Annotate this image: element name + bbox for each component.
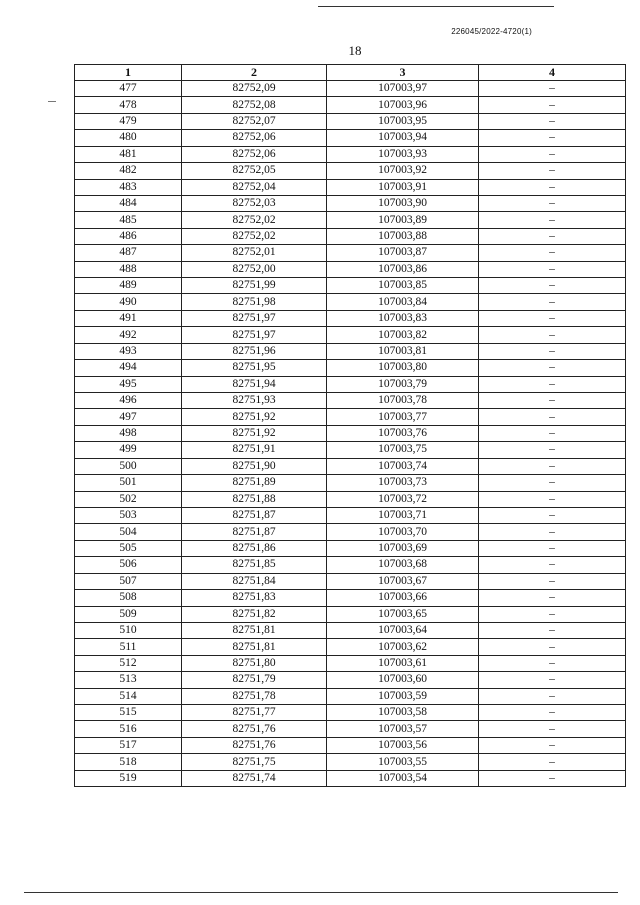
table-row	[75, 491, 626, 507]
y-coordinate-cell: 107003,67	[327, 573, 479, 589]
y-coordinate-cell: 107003,59	[327, 688, 479, 704]
point-number-cell: 486	[75, 228, 182, 244]
x-coordinate-cell: 82751,75	[182, 754, 327, 770]
table-row	[75, 113, 626, 129]
point-number-cell: 496	[75, 393, 182, 409]
note-cell: –	[479, 655, 626, 671]
point-number-cell: 487	[75, 245, 182, 261]
table-row	[75, 540, 626, 556]
x-coordinate-cell: 82751,90	[182, 458, 327, 474]
point-number-cell: 501	[75, 475, 182, 491]
note-cell: –	[479, 261, 626, 277]
table-row	[75, 245, 626, 261]
y-coordinate-cell: 107003,69	[327, 540, 479, 556]
note-cell: –	[479, 130, 626, 146]
x-coordinate-cell: 82751,91	[182, 442, 327, 458]
note-cell: –	[479, 97, 626, 113]
y-coordinate-cell: 107003,80	[327, 360, 479, 376]
column-header-3: 3	[327, 65, 479, 81]
x-coordinate-cell: 82751,98	[182, 294, 327, 310]
note-cell: –	[479, 737, 626, 753]
y-coordinate-cell: 107003,97	[327, 81, 479, 97]
table-row	[75, 376, 626, 392]
x-coordinate-cell: 82752,01	[182, 245, 327, 261]
note-cell: –	[479, 376, 626, 392]
y-coordinate-cell: 107003,94	[327, 130, 479, 146]
y-coordinate-cell: 107003,56	[327, 737, 479, 753]
y-coordinate-cell: 107003,74	[327, 458, 479, 474]
y-coordinate-cell: 107003,70	[327, 524, 479, 540]
point-number-cell: 510	[75, 622, 182, 638]
note-cell: –	[479, 590, 626, 606]
table-row	[75, 606, 626, 622]
x-coordinate-cell: 82751,89	[182, 475, 327, 491]
point-number-cell: 508	[75, 590, 182, 606]
point-number-cell: 488	[75, 261, 182, 277]
note-cell: –	[479, 639, 626, 655]
point-number-cell: 500	[75, 458, 182, 474]
table-row	[75, 442, 626, 458]
y-coordinate-cell: 107003,89	[327, 212, 479, 228]
point-number-cell: 480	[75, 130, 182, 146]
table-row	[75, 622, 626, 638]
y-coordinate-cell: 107003,62	[327, 639, 479, 655]
x-coordinate-cell: 82752,09	[182, 81, 327, 97]
table-row	[75, 360, 626, 376]
y-coordinate-cell: 107003,95	[327, 113, 479, 129]
note-cell: –	[479, 557, 626, 573]
x-coordinate-cell: 82752,06	[182, 130, 327, 146]
point-number-cell: 503	[75, 507, 182, 523]
point-number-cell: 497	[75, 409, 182, 425]
note-cell: –	[479, 409, 626, 425]
table-body	[75, 81, 626, 787]
y-coordinate-cell: 107003,55	[327, 754, 479, 770]
x-coordinate-cell: 82751,77	[182, 705, 327, 721]
x-coordinate-cell: 82751,88	[182, 491, 327, 507]
y-coordinate-cell: 107003,90	[327, 195, 479, 211]
note-cell: –	[479, 573, 626, 589]
x-coordinate-cell: 82752,04	[182, 179, 327, 195]
note-cell: –	[479, 507, 626, 523]
table-row	[75, 310, 626, 326]
x-coordinate-cell: 82752,06	[182, 146, 327, 162]
note-cell: –	[479, 212, 626, 228]
point-number-cell: 483	[75, 179, 182, 195]
x-coordinate-cell: 82751,78	[182, 688, 327, 704]
column-header-1: 1	[75, 65, 182, 81]
x-coordinate-cell: 82751,97	[182, 327, 327, 343]
point-number-cell: 478	[75, 97, 182, 113]
table-row	[75, 146, 626, 162]
table-row	[75, 343, 626, 359]
x-coordinate-cell: 82751,80	[182, 655, 327, 671]
y-coordinate-cell: 107003,54	[327, 770, 479, 786]
y-coordinate-cell: 107003,68	[327, 557, 479, 573]
column-header-2: 2	[182, 65, 327, 81]
note-cell: –	[479, 721, 626, 737]
note-cell: –	[479, 458, 626, 474]
y-coordinate-cell: 107003,65	[327, 606, 479, 622]
x-coordinate-cell: 82752,08	[182, 97, 327, 113]
table-row	[75, 770, 626, 786]
note-cell: –	[479, 622, 626, 638]
x-coordinate-cell: 82752,02	[182, 228, 327, 244]
point-number-cell: 517	[75, 737, 182, 753]
y-coordinate-cell: 107003,66	[327, 590, 479, 606]
point-number-cell: 518	[75, 754, 182, 770]
x-coordinate-cell: 82751,87	[182, 507, 327, 523]
note-cell: –	[479, 146, 626, 162]
note-cell: –	[479, 425, 626, 441]
x-coordinate-cell: 82751,83	[182, 590, 327, 606]
y-coordinate-cell: 107003,77	[327, 409, 479, 425]
note-cell: –	[479, 524, 626, 540]
point-number-cell: 507	[75, 573, 182, 589]
x-coordinate-cell: 82752,03	[182, 195, 327, 211]
y-coordinate-cell: 107003,64	[327, 622, 479, 638]
note-cell: –	[479, 81, 626, 97]
x-coordinate-cell: 82752,00	[182, 261, 327, 277]
y-coordinate-cell: 107003,87	[327, 245, 479, 261]
note-cell: –	[479, 245, 626, 261]
y-coordinate-cell: 107003,76	[327, 425, 479, 441]
point-number-cell: 506	[75, 557, 182, 573]
note-cell: –	[479, 327, 626, 343]
point-number-cell: 498	[75, 425, 182, 441]
point-number-cell: 481	[75, 146, 182, 162]
note-cell: –	[479, 688, 626, 704]
table-row	[75, 507, 626, 523]
note-cell: –	[479, 606, 626, 622]
point-number-cell: 515	[75, 705, 182, 721]
x-coordinate-cell: 82751,81	[182, 622, 327, 638]
y-coordinate-cell: 107003,81	[327, 343, 479, 359]
x-coordinate-cell: 82751,79	[182, 672, 327, 688]
bottom-rule	[24, 892, 618, 893]
note-cell: –	[479, 310, 626, 326]
point-number-cell: 519	[75, 770, 182, 786]
page-number: 18	[348, 43, 362, 58]
point-number-cell: 492	[75, 327, 182, 343]
table-row	[75, 130, 626, 146]
table-row	[75, 195, 626, 211]
table-row	[75, 721, 626, 737]
y-coordinate-cell: 107003,72	[327, 491, 479, 507]
y-coordinate-cell: 107003,75	[327, 442, 479, 458]
x-coordinate-cell: 82751,93	[182, 393, 327, 409]
x-coordinate-cell: 82751,92	[182, 409, 327, 425]
point-number-cell: 494	[75, 360, 182, 376]
x-coordinate-cell: 82751,94	[182, 376, 327, 392]
x-coordinate-cell: 82751,82	[182, 606, 327, 622]
note-cell: –	[479, 195, 626, 211]
note-cell: –	[479, 442, 626, 458]
x-coordinate-cell: 82751,76	[182, 737, 327, 753]
table-row	[75, 672, 626, 688]
note-cell: –	[479, 179, 626, 195]
point-number-cell: 485	[75, 212, 182, 228]
y-coordinate-cell: 107003,60	[327, 672, 479, 688]
y-coordinate-cell: 107003,86	[327, 261, 479, 277]
table-row	[75, 639, 626, 655]
x-coordinate-cell: 82751,97	[182, 310, 327, 326]
x-coordinate-cell: 82751,85	[182, 557, 327, 573]
table-row	[75, 278, 626, 294]
note-cell: –	[479, 163, 626, 179]
x-coordinate-cell: 82752,07	[182, 113, 327, 129]
table-row	[75, 737, 626, 753]
table-row	[75, 590, 626, 606]
point-number-cell: 504	[75, 524, 182, 540]
y-coordinate-cell: 107003,79	[327, 376, 479, 392]
note-cell: –	[479, 475, 626, 491]
point-number-cell: 490	[75, 294, 182, 310]
table-row	[75, 179, 626, 195]
point-number-cell: 509	[75, 606, 182, 622]
x-coordinate-cell: 82751,81	[182, 639, 327, 655]
table-row	[75, 393, 626, 409]
x-coordinate-cell: 82751,86	[182, 540, 327, 556]
point-number-cell: 491	[75, 310, 182, 326]
table-row	[75, 81, 626, 97]
x-coordinate-cell: 82751,74	[182, 770, 327, 786]
point-number-cell: 482	[75, 163, 182, 179]
y-coordinate-cell: 107003,58	[327, 705, 479, 721]
margin-mark	[48, 101, 56, 102]
y-coordinate-cell: 107003,71	[327, 507, 479, 523]
point-number-cell: 511	[75, 639, 182, 655]
x-coordinate-cell: 82751,99	[182, 278, 327, 294]
x-coordinate-cell: 82751,92	[182, 425, 327, 441]
point-number-cell: 499	[75, 442, 182, 458]
y-coordinate-cell: 107003,82	[327, 327, 479, 343]
y-coordinate-cell: 107003,83	[327, 310, 479, 326]
point-number-cell: 502	[75, 491, 182, 507]
y-coordinate-cell: 107003,84	[327, 294, 479, 310]
y-coordinate-cell: 107003,96	[327, 97, 479, 113]
y-coordinate-cell: 107003,57	[327, 721, 479, 737]
table-header-row	[75, 65, 626, 81]
point-number-cell: 477	[75, 81, 182, 97]
table-row	[75, 573, 626, 589]
table-row	[75, 705, 626, 721]
note-cell: –	[479, 393, 626, 409]
table-row	[75, 458, 626, 474]
y-coordinate-cell: 107003,78	[327, 393, 479, 409]
point-number-cell: 479	[75, 113, 182, 129]
x-coordinate-cell: 82752,05	[182, 163, 327, 179]
note-cell: –	[479, 672, 626, 688]
table-row	[75, 688, 626, 704]
document-number: 226045/2022-4720(1)	[451, 27, 532, 36]
table-row	[75, 327, 626, 343]
x-coordinate-cell: 82751,76	[182, 721, 327, 737]
table-row	[75, 261, 626, 277]
y-coordinate-cell: 107003,85	[327, 278, 479, 294]
table-row	[75, 524, 626, 540]
x-coordinate-cell: 82751,96	[182, 343, 327, 359]
point-number-cell: 493	[75, 343, 182, 359]
table-row	[75, 557, 626, 573]
point-number-cell: 505	[75, 540, 182, 556]
y-coordinate-cell: 107003,92	[327, 163, 479, 179]
y-coordinate-cell: 107003,93	[327, 146, 479, 162]
note-cell: –	[479, 540, 626, 556]
note-cell: –	[479, 491, 626, 507]
point-number-cell: 489	[75, 278, 182, 294]
point-number-cell: 513	[75, 672, 182, 688]
table-row	[75, 163, 626, 179]
x-coordinate-cell: 82751,87	[182, 524, 327, 540]
note-cell: –	[479, 705, 626, 721]
table-row	[75, 228, 626, 244]
y-coordinate-cell: 107003,73	[327, 475, 479, 491]
y-coordinate-cell: 107003,61	[327, 655, 479, 671]
note-cell: –	[479, 770, 626, 786]
y-coordinate-cell: 107003,91	[327, 179, 479, 195]
note-cell: –	[479, 754, 626, 770]
y-coordinate-cell: 107003,88	[327, 228, 479, 244]
note-cell: –	[479, 228, 626, 244]
point-number-cell: 484	[75, 195, 182, 211]
x-coordinate-cell: 82752,02	[182, 212, 327, 228]
note-cell: –	[479, 113, 626, 129]
top-rule	[318, 6, 554, 7]
table-row	[75, 425, 626, 441]
note-cell: –	[479, 294, 626, 310]
point-number-cell: 495	[75, 376, 182, 392]
note-cell: –	[479, 343, 626, 359]
note-cell: –	[479, 278, 626, 294]
note-cell: –	[479, 360, 626, 376]
x-coordinate-cell: 82751,95	[182, 360, 327, 376]
x-coordinate-cell: 82751,84	[182, 573, 327, 589]
coordinates-table	[74, 64, 626, 787]
column-header-4: 4	[479, 65, 626, 81]
point-number-cell: 512	[75, 655, 182, 671]
table-row	[75, 294, 626, 310]
table-row	[75, 212, 626, 228]
point-number-cell: 514	[75, 688, 182, 704]
table-row	[75, 409, 626, 425]
point-number-cell: 516	[75, 721, 182, 737]
table-row	[75, 97, 626, 113]
table-row	[75, 754, 626, 770]
table-row	[75, 475, 626, 491]
table-row	[75, 655, 626, 671]
